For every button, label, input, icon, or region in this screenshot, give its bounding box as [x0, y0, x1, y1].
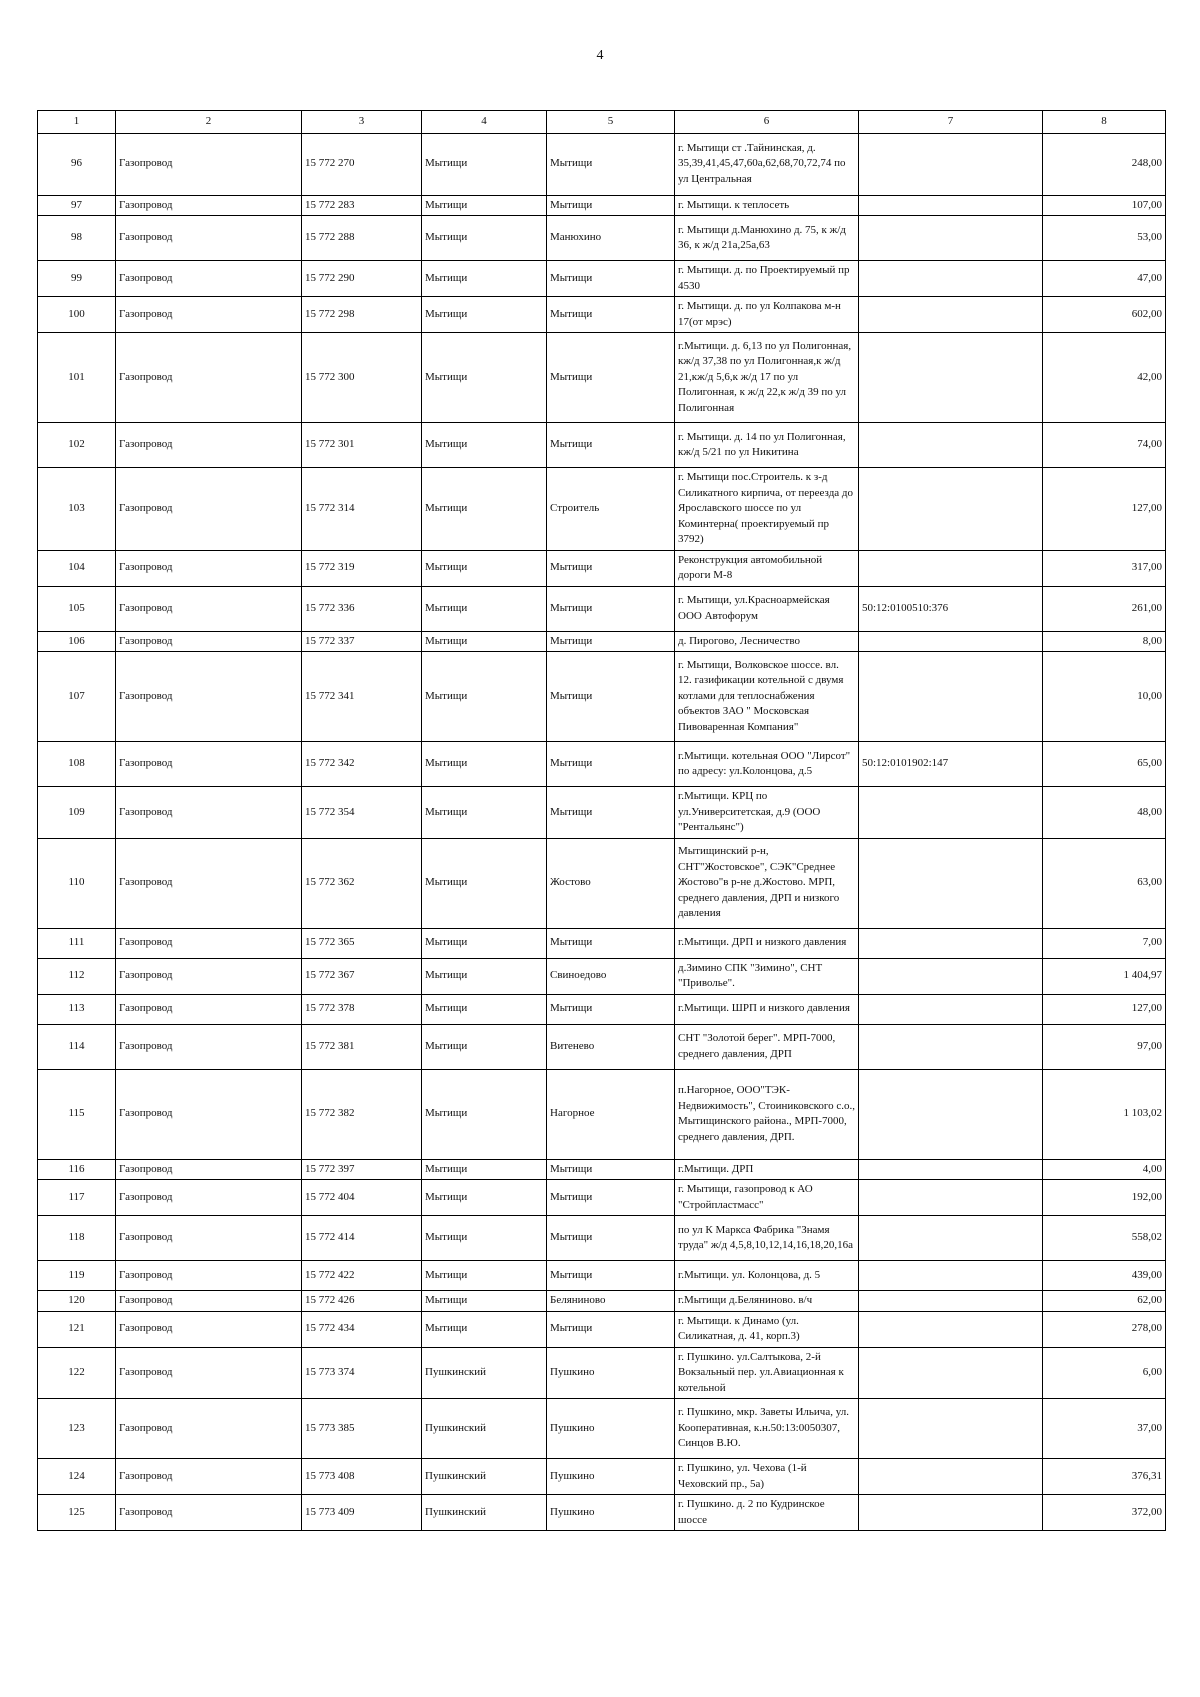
table-row	[38, 133, 1166, 195]
row-type: Газопровод	[116, 1399, 302, 1459]
row-locality: Манюхино	[547, 216, 675, 261]
row-locality: Пушкино	[547, 1495, 675, 1531]
row-district: Мытищи	[422, 1180, 547, 1216]
row-address: г. Мытищи, газопровод к АО "Стройпластмасс"	[675, 1180, 859, 1216]
row-type: Газопровод	[116, 586, 302, 631]
table-row	[38, 1399, 1166, 1459]
row-type: Газопровод	[116, 1459, 302, 1495]
row-district: Пушкинский	[422, 1399, 547, 1459]
row-cadastre	[859, 1399, 1043, 1459]
row-locality: Пушкино	[547, 1347, 675, 1399]
row-address: г.Мытищи. ДРП и низкого давления	[675, 928, 859, 958]
row-value: 47,00	[1043, 261, 1166, 297]
table-row	[38, 1069, 1166, 1159]
row-type: Газопровод	[116, 1069, 302, 1159]
row-type: Газопровод	[116, 838, 302, 928]
row-address: г.Мытищи. КРЦ по ул.Университетская, д.9 (ООО "Рентальянс")	[675, 787, 859, 839]
row-district: Мытищи	[422, 1024, 547, 1069]
row-cadastre	[859, 1159, 1043, 1180]
row-code: 15 772 426	[302, 1291, 422, 1312]
row-district: Мытищи	[422, 787, 547, 839]
row-locality: Мытищи	[547, 787, 675, 839]
table-row	[38, 1216, 1166, 1261]
table-row	[38, 958, 1166, 994]
row-locality: Мытищи	[547, 742, 675, 787]
row-address: г.Мытищи. д. 6,13 по ул Полигонная, кж/д 37,38 по ул Полигонная,к ж/д 21,кж/д 5,6,к ж/д 17 по ул Полигонная, к ж/д 22,к ж/д 39 по ул Полигонная	[675, 333, 859, 423]
row-type: Газопровод	[116, 1216, 302, 1261]
row-value: 53,00	[1043, 216, 1166, 261]
row-address: г. Пушкино. ул.Салтыкова, 2-й Вокзальный пер. ул.Авиационная к котельной	[675, 1347, 859, 1399]
row-code: 15 773 409	[302, 1495, 422, 1531]
table-row	[38, 1495, 1166, 1531]
row-number: 120	[38, 1291, 116, 1312]
row-code: 15 773 385	[302, 1399, 422, 1459]
row-district: Мытищи	[422, 1216, 547, 1261]
row-number: 105	[38, 586, 116, 631]
row-cadastre	[859, 1216, 1043, 1261]
row-cadastre	[859, 994, 1043, 1024]
row-district: Мытищи	[422, 297, 547, 333]
row-number: 122	[38, 1347, 116, 1399]
row-locality: Мытищи	[547, 631, 675, 652]
row-district: Пушкинский	[422, 1459, 547, 1495]
row-district: Мытищи	[422, 423, 547, 468]
row-address: по ул К Маркса Фабрика "Знамя труда" ж/д 4,5,8,10,12,14,16,18,20,16а	[675, 1216, 859, 1261]
table-row	[38, 1180, 1166, 1216]
row-number: 125	[38, 1495, 116, 1531]
row-district: Пушкинский	[422, 1495, 547, 1531]
row-code: 15 772 300	[302, 333, 422, 423]
row-cadastre	[859, 216, 1043, 261]
row-code: 15 772 314	[302, 468, 422, 551]
row-type: Газопровод	[116, 1024, 302, 1069]
row-address: г. Пушкино. д. 2 по Кудринское шоссе	[675, 1495, 859, 1531]
row-value: 6,00	[1043, 1347, 1166, 1399]
row-type: Газопровод	[116, 787, 302, 839]
row-cadastre	[859, 1069, 1043, 1159]
table-row	[38, 742, 1166, 787]
row-number: 101	[38, 333, 116, 423]
row-cadastre	[859, 261, 1043, 297]
row-number: 106	[38, 631, 116, 652]
table-row	[38, 195, 1166, 216]
row-district: Мытищи	[422, 133, 547, 195]
row-type: Газопровод	[116, 261, 302, 297]
row-locality: Мытищи	[547, 1180, 675, 1216]
row-code: 15 772 378	[302, 994, 422, 1024]
row-type: Газопровод	[116, 423, 302, 468]
row-district: Мытищи	[422, 1291, 547, 1312]
row-value: 7,00	[1043, 928, 1166, 958]
column-header-3: 3	[302, 111, 422, 134]
row-value: 37,00	[1043, 1399, 1166, 1459]
row-address: г. Пушкино, ул. Чехова (1-й Чеховский пр., 5а)	[675, 1459, 859, 1495]
row-code: 15 772 365	[302, 928, 422, 958]
row-value: 107,00	[1043, 195, 1166, 216]
row-number: 103	[38, 468, 116, 551]
row-value: 261,00	[1043, 586, 1166, 631]
row-value: 317,00	[1043, 550, 1166, 586]
table-row	[38, 1347, 1166, 1399]
row-value: 1 404,97	[1043, 958, 1166, 994]
row-address: г. Мытищи. д. 14 по ул Полигонная, кж/д 5/21 по ул Никитина	[675, 423, 859, 468]
row-locality: Строитель	[547, 468, 675, 551]
row-type: Газопровод	[116, 333, 302, 423]
table-row	[38, 787, 1166, 839]
row-code: 15 772 288	[302, 216, 422, 261]
row-code: 15 773 408	[302, 1459, 422, 1495]
row-address: г. Мытищи. д. по ул Колпакова м-н 17(от мрэс)	[675, 297, 859, 333]
row-address: г. Мытищи пос.Строитель. к з-д Силикатного кирпича, от переезда до Ярославского шоссе по ул Коминтерна( проектируемый пр 3792)	[675, 468, 859, 551]
row-code: 15 772 290	[302, 261, 422, 297]
row-code: 15 772 270	[302, 133, 422, 195]
row-district: Мытищи	[422, 958, 547, 994]
row-address: г.Мытищи. ул. Колонцова, д. 5	[675, 1261, 859, 1291]
row-code: 15 772 362	[302, 838, 422, 928]
row-value: 63,00	[1043, 838, 1166, 928]
row-cadastre	[859, 1261, 1043, 1291]
row-code: 15 772 367	[302, 958, 422, 994]
table-row	[38, 261, 1166, 297]
row-number: 98	[38, 216, 116, 261]
row-value: 278,00	[1043, 1311, 1166, 1347]
row-cadastre	[859, 631, 1043, 652]
row-code: 15 772 337	[302, 631, 422, 652]
table-row	[38, 468, 1166, 551]
table-body	[38, 133, 1166, 1531]
row-number: 118	[38, 1216, 116, 1261]
row-type: Газопровод	[116, 297, 302, 333]
row-cadastre	[859, 787, 1043, 839]
row-value: 65,00	[1043, 742, 1166, 787]
table-row	[38, 652, 1166, 742]
column-header-7: 7	[859, 111, 1043, 134]
row-locality: Мытищи	[547, 195, 675, 216]
row-locality: Беляниново	[547, 1291, 675, 1312]
row-district: Мытищи	[422, 468, 547, 551]
row-address: Мытищинский р-н, СНТ"Жостовское", СЭК"Среднее Жостово"в р-не д.Жостово. МРП, среднего давления, ДРП и низкого давления	[675, 838, 859, 928]
row-address: п.Нагорное, ООО"ТЭК-Недвижимость", Стоиниковского с.о., Мытищинского района., МРП-7000, среднего давления, ДРП.	[675, 1069, 859, 1159]
row-cadastre	[859, 928, 1043, 958]
row-value: 74,00	[1043, 423, 1166, 468]
row-number: 123	[38, 1399, 116, 1459]
row-cadastre	[859, 333, 1043, 423]
table-row	[38, 216, 1166, 261]
table-row	[38, 1159, 1166, 1180]
row-cadastre	[859, 1024, 1043, 1069]
row-value: 48,00	[1043, 787, 1166, 839]
row-cadastre: 50:12:0100510:376	[859, 586, 1043, 631]
row-number: 100	[38, 297, 116, 333]
row-number: 115	[38, 1069, 116, 1159]
table-row	[38, 994, 1166, 1024]
row-district: Мытищи	[422, 928, 547, 958]
row-value: 192,00	[1043, 1180, 1166, 1216]
row-cadastre	[859, 1347, 1043, 1399]
row-type: Газопровод	[116, 550, 302, 586]
row-value: 8,00	[1043, 631, 1166, 652]
row-number: 113	[38, 994, 116, 1024]
row-number: 124	[38, 1459, 116, 1495]
row-address: г. Мытищи. к Динамо (ул. Силикатная, д. 41, корп.3)	[675, 1311, 859, 1347]
row-number: 110	[38, 838, 116, 928]
row-type: Газопровод	[116, 958, 302, 994]
row-address: г. Мытищи. к теплосеть	[675, 195, 859, 216]
row-district: Мытищи	[422, 586, 547, 631]
row-value: 97,00	[1043, 1024, 1166, 1069]
row-number: 107	[38, 652, 116, 742]
row-type: Газопровод	[116, 1347, 302, 1399]
row-code: 15 772 298	[302, 297, 422, 333]
row-address: г. Мытищи д.Манюхино д. 75, к ж/д 36, к ж/д 21а,25а,63	[675, 216, 859, 261]
row-address: г.Мытищи д.Беляниново. в/ч	[675, 1291, 859, 1312]
row-address: г.Мытищи. котельная ООО "Лирсот" по адресу: ул.Колонцова, д.5	[675, 742, 859, 787]
row-type: Газопровод	[116, 994, 302, 1024]
row-code: 15 772 319	[302, 550, 422, 586]
row-type: Газопровод	[116, 1261, 302, 1291]
row-code: 15 772 301	[302, 423, 422, 468]
column-header-8: 8	[1043, 111, 1166, 134]
row-code: 15 772 354	[302, 787, 422, 839]
row-type: Газопровод	[116, 928, 302, 958]
row-cadastre	[859, 195, 1043, 216]
row-district: Мытищи	[422, 652, 547, 742]
row-cadastre	[859, 838, 1043, 928]
row-address: д. Пирогово, Лесничество	[675, 631, 859, 652]
row-address: г. Мытищи, ул.Красноармейская ООО Автофорум	[675, 586, 859, 631]
row-address: г.Мытищи. ШРП и низкого давления	[675, 994, 859, 1024]
row-locality: Мытищи	[547, 586, 675, 631]
row-cadastre	[859, 423, 1043, 468]
row-code: 15 772 283	[302, 195, 422, 216]
row-code: 15 772 336	[302, 586, 422, 631]
row-type: Газопровод	[116, 1180, 302, 1216]
row-locality: Мытищи	[547, 994, 675, 1024]
row-district: Мытищи	[422, 631, 547, 652]
row-code: 15 772 341	[302, 652, 422, 742]
row-number: 117	[38, 1180, 116, 1216]
row-locality: Мытищи	[547, 1159, 675, 1180]
row-code: 15 772 414	[302, 1216, 422, 1261]
row-code: 15 772 342	[302, 742, 422, 787]
row-value: 4,00	[1043, 1159, 1166, 1180]
row-cadastre	[859, 1495, 1043, 1531]
table-row	[38, 1291, 1166, 1312]
row-district: Мытищи	[422, 1311, 547, 1347]
table-row	[38, 423, 1166, 468]
row-cadastre: 50:12:0101902:147	[859, 742, 1043, 787]
column-header-5: 5	[547, 111, 675, 134]
row-number: 119	[38, 1261, 116, 1291]
row-district: Мытищи	[422, 742, 547, 787]
row-locality: Мытищи	[547, 550, 675, 586]
row-locality: Мытищи	[547, 261, 675, 297]
row-district: Мытищи	[422, 216, 547, 261]
row-cadastre	[859, 1180, 1043, 1216]
row-number: 104	[38, 550, 116, 586]
row-code: 15 772 381	[302, 1024, 422, 1069]
row-cadastre	[859, 652, 1043, 742]
row-type: Газопровод	[116, 1159, 302, 1180]
row-type: Газопровод	[116, 195, 302, 216]
row-cadastre	[859, 1311, 1043, 1347]
row-cadastre	[859, 297, 1043, 333]
row-code: 15 772 422	[302, 1261, 422, 1291]
row-locality: Мытищи	[547, 423, 675, 468]
row-district: Мытищи	[422, 1069, 547, 1159]
row-locality: Мытищи	[547, 928, 675, 958]
column-header-4: 4	[422, 111, 547, 134]
row-address: г. Мытищи. д. по Проектируемый пр 4530	[675, 261, 859, 297]
row-district: Мытищи	[422, 838, 547, 928]
table-row	[38, 586, 1166, 631]
row-value: 558,02	[1043, 1216, 1166, 1261]
row-cadastre	[859, 133, 1043, 195]
row-value: 10,00	[1043, 652, 1166, 742]
row-address: д.Зимино СПК "Зимино", СНТ "Приволье".	[675, 958, 859, 994]
row-number: 102	[38, 423, 116, 468]
table-row	[38, 631, 1166, 652]
table-row	[38, 1459, 1166, 1495]
row-code: 15 772 434	[302, 1311, 422, 1347]
row-value: 248,00	[1043, 133, 1166, 195]
row-locality: Свиноедово	[547, 958, 675, 994]
row-value: 372,00	[1043, 1495, 1166, 1531]
row-number: 116	[38, 1159, 116, 1180]
table-row	[38, 1024, 1166, 1069]
row-address: г. Мытищи, Волковское шоссе. вл. 12. газификации котельной с двумя котлами для теплоснабжения объектов ЗАО " Московская Пивоваренная Компания"	[675, 652, 859, 742]
row-address: г. Мытищи ст .Тайнинская, д. 35,39,41,45,47,60а,62,68,70,72,74 по ул Центральная	[675, 133, 859, 195]
row-number: 109	[38, 787, 116, 839]
row-type: Газопровод	[116, 652, 302, 742]
row-type: Газопровод	[116, 631, 302, 652]
row-value: 127,00	[1043, 468, 1166, 551]
row-district: Мытищи	[422, 261, 547, 297]
table-row	[38, 297, 1166, 333]
row-type: Газопровод	[116, 1291, 302, 1312]
row-number: 108	[38, 742, 116, 787]
column-header-2: 2	[116, 111, 302, 134]
row-locality: Мытищи	[547, 297, 675, 333]
row-number: 96	[38, 133, 116, 195]
row-district: Мытищи	[422, 1261, 547, 1291]
table-row	[38, 1311, 1166, 1347]
row-locality: Пушкино	[547, 1399, 675, 1459]
row-locality: Жостово	[547, 838, 675, 928]
row-district: Мытищи	[422, 1159, 547, 1180]
row-type: Газопровод	[116, 216, 302, 261]
row-locality: Мытищи	[547, 1311, 675, 1347]
row-value: 602,00	[1043, 297, 1166, 333]
row-address: СНТ "Золотой берег". МРП-7000, среднего давления, ДРП	[675, 1024, 859, 1069]
row-district: Мытищи	[422, 333, 547, 423]
row-code: 15 772 397	[302, 1159, 422, 1180]
row-value: 1 103,02	[1043, 1069, 1166, 1159]
row-address: г. Пушкино, мкр. Заветы Ильича, ул. Кооперативная, к.н.50:13:0050307, Синцов В.Ю.	[675, 1399, 859, 1459]
row-district: Пушкинский	[422, 1347, 547, 1399]
row-locality: Мытищи	[547, 1216, 675, 1261]
row-locality: Мытищи	[547, 652, 675, 742]
row-code: 15 772 382	[302, 1069, 422, 1159]
row-locality: Мытищи	[547, 1261, 675, 1291]
row-value: 62,00	[1043, 1291, 1166, 1312]
row-address: г.Мытищи. ДРП	[675, 1159, 859, 1180]
row-value: 127,00	[1043, 994, 1166, 1024]
row-type: Газопровод	[116, 1311, 302, 1347]
row-district: Мытищи	[422, 195, 547, 216]
row-type: Газопровод	[116, 468, 302, 551]
page-number: 4	[596, 48, 604, 63]
row-locality: Пушкино	[547, 1459, 675, 1495]
row-number: 114	[38, 1024, 116, 1069]
row-number: 97	[38, 195, 116, 216]
table-row	[38, 1261, 1166, 1291]
table-row	[38, 838, 1166, 928]
row-type: Газопровод	[116, 742, 302, 787]
row-district: Мытищи	[422, 550, 547, 586]
row-locality: Мытищи	[547, 333, 675, 423]
row-cadastre	[859, 468, 1043, 551]
row-number: 112	[38, 958, 116, 994]
row-cadastre	[859, 958, 1043, 994]
table-row	[38, 928, 1166, 958]
row-locality: Нагорное	[547, 1069, 675, 1159]
table-row	[38, 550, 1166, 586]
row-locality: Витенево	[547, 1024, 675, 1069]
row-cadastre	[859, 550, 1043, 586]
row-cadastre	[859, 1291, 1043, 1312]
row-type: Газопровод	[116, 1495, 302, 1531]
column-header-1: 1	[38, 111, 116, 134]
row-type: Газопровод	[116, 133, 302, 195]
row-code: 15 772 404	[302, 1180, 422, 1216]
row-address: Реконструкция автомобильной дороги М-8	[675, 550, 859, 586]
row-number: 99	[38, 261, 116, 297]
row-value: 439,00	[1043, 1261, 1166, 1291]
row-locality: Мытищи	[547, 133, 675, 195]
row-value: 42,00	[1043, 333, 1166, 423]
row-cadastre	[859, 1459, 1043, 1495]
table-row	[38, 333, 1166, 423]
row-code: 15 773 374	[302, 1347, 422, 1399]
row-number: 121	[38, 1311, 116, 1347]
row-district: Мытищи	[422, 994, 547, 1024]
gas-pipeline-table	[37, 110, 1166, 1531]
header-row	[38, 111, 1166, 134]
row-value: 376,31	[1043, 1459, 1166, 1495]
row-number: 111	[38, 928, 116, 958]
column-header-6: 6	[675, 111, 859, 134]
